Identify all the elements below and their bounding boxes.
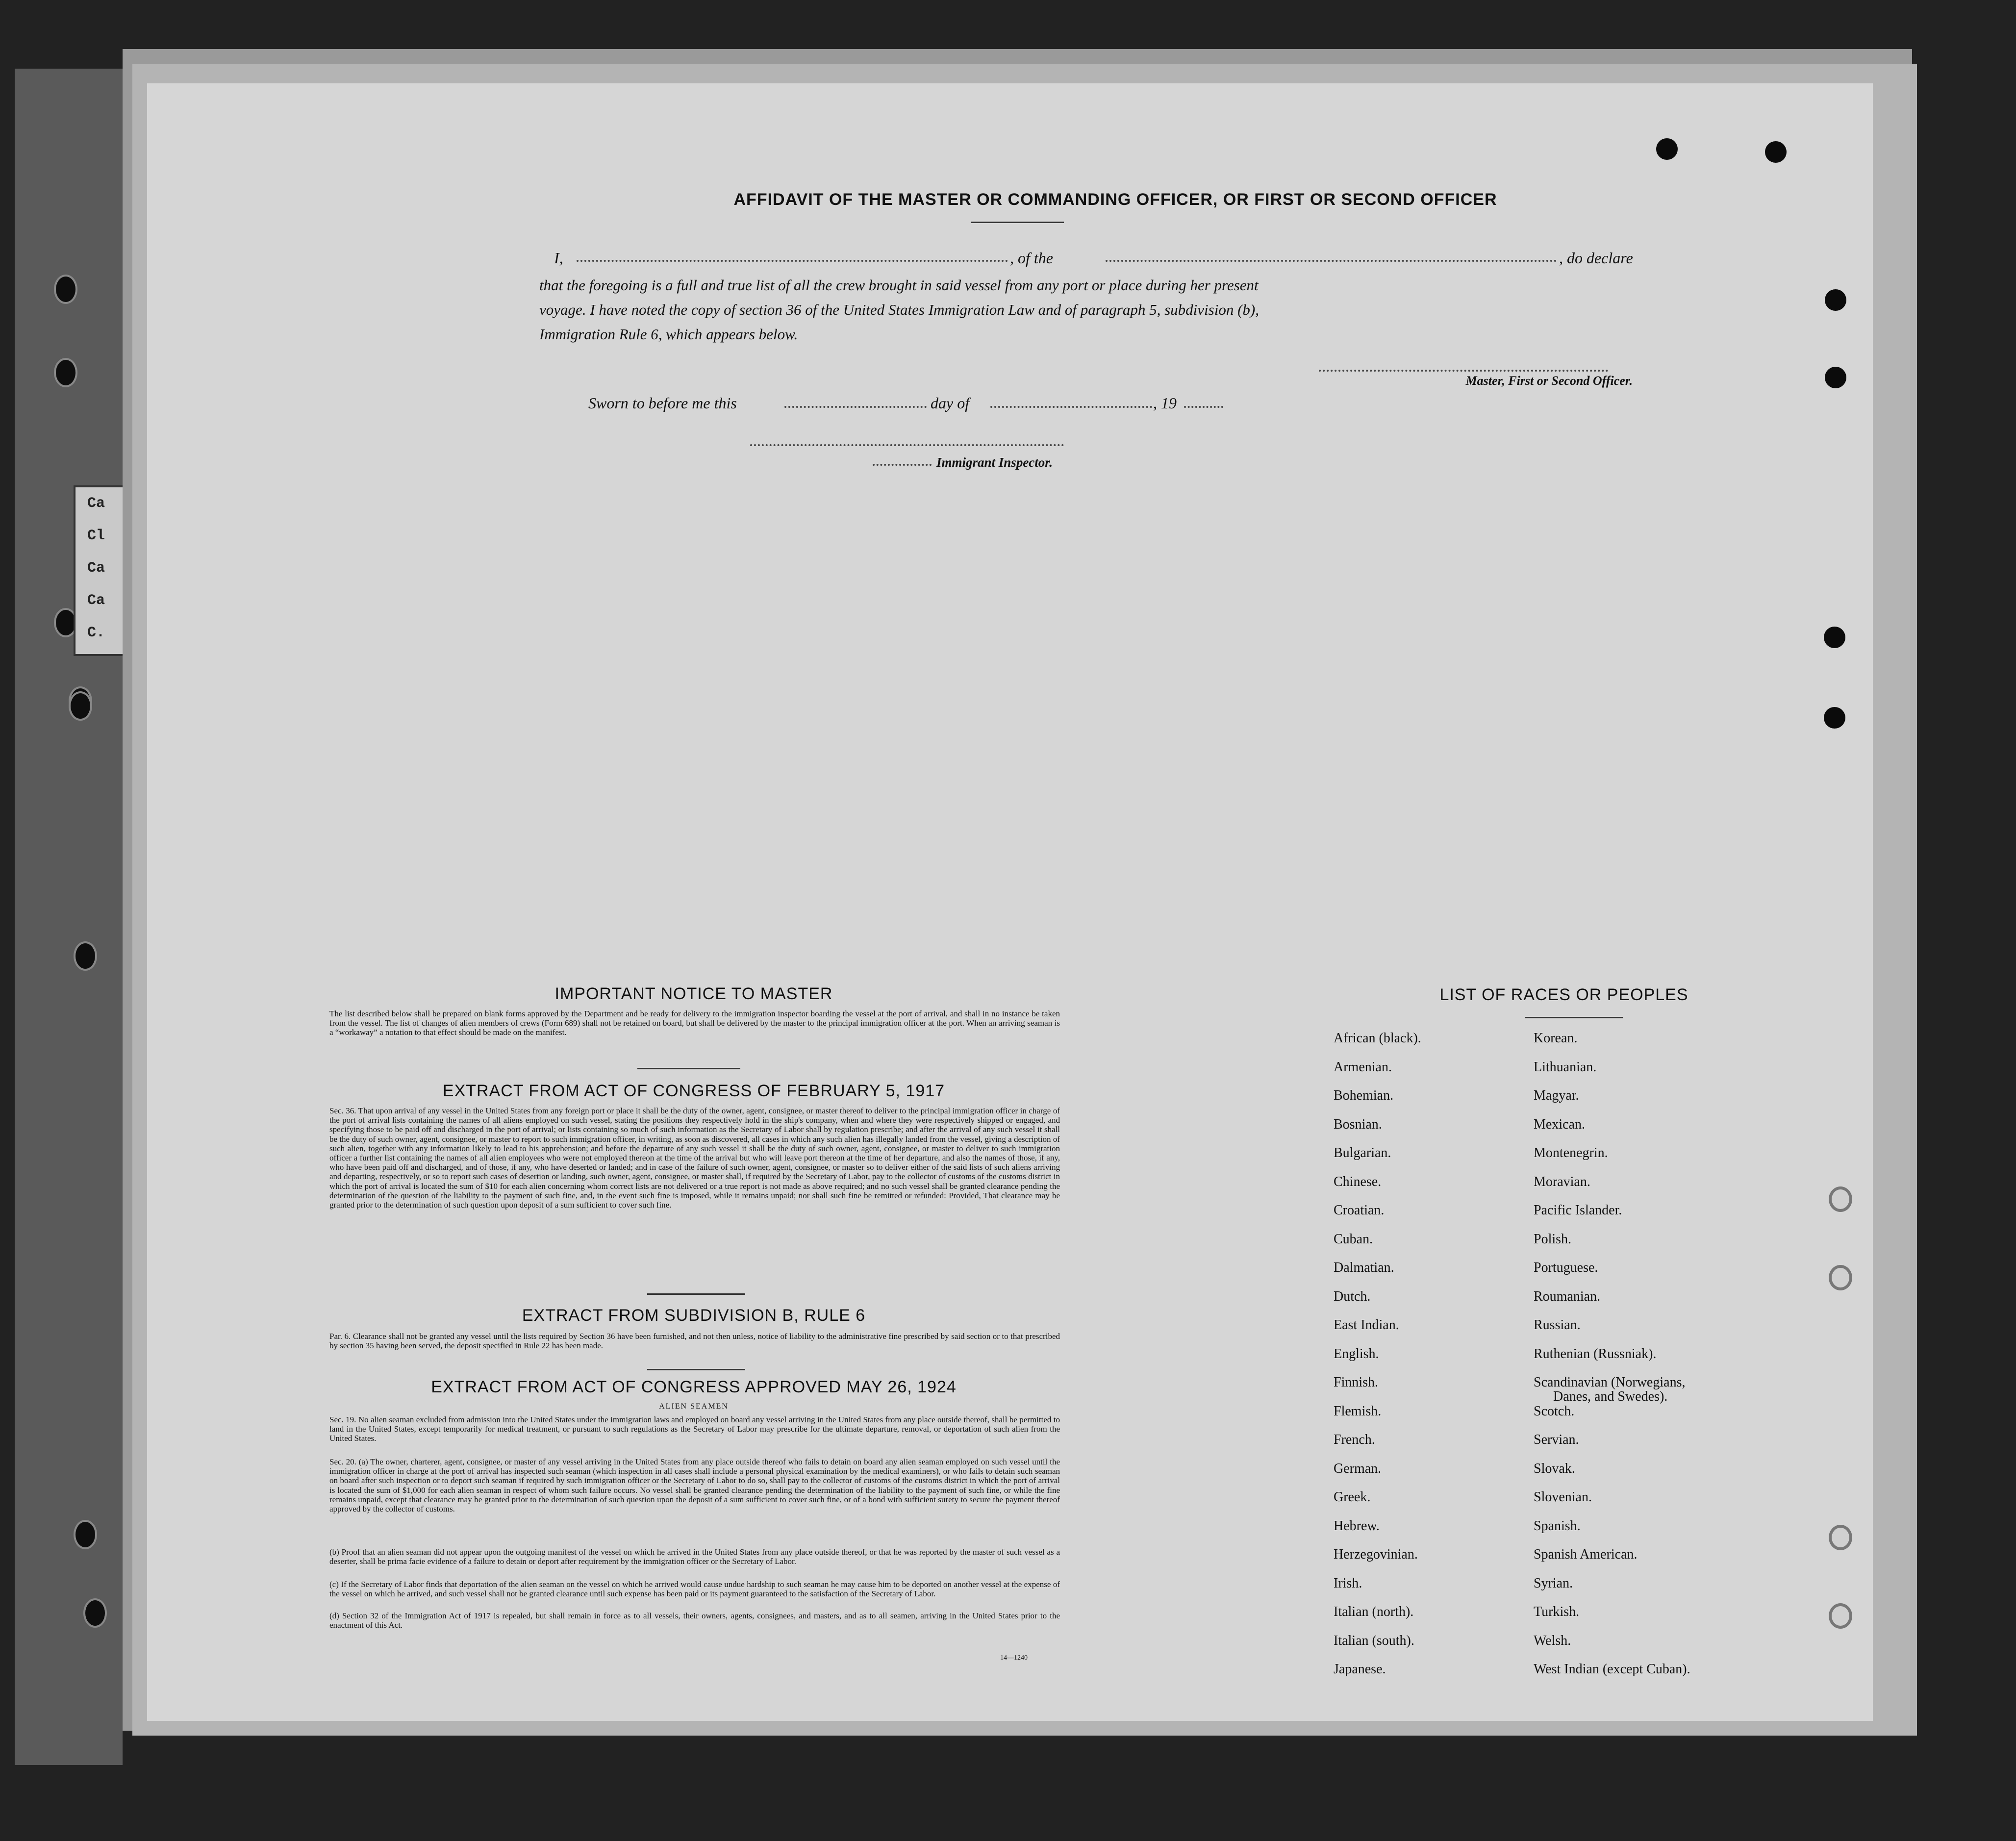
day-of-label: day of — [931, 394, 970, 412]
race-item: Hebrew. — [1334, 1518, 1380, 1534]
race-item: African (black). — [1334, 1031, 1421, 1046]
race-item: East Indian. — [1334, 1317, 1399, 1333]
rule6-title: EXTRACT FROM SUBDIVISION B, RULE 6 — [522, 1306, 866, 1325]
affidavit-line: voyage. I have noted the copy of section 36 of the United States Immigration Law and of paragraph 5, subdivision (b), — [539, 301, 1259, 318]
race-item: Portuguese. — [1534, 1260, 1598, 1275]
notice-title: IMPORTANT NOTICE TO MASTER — [554, 984, 833, 1003]
race-item: Bulgarian. — [1334, 1145, 1391, 1160]
affidavit-title: AFFIDAVIT OF THE MASTER OR COMMANDING OFFICER, OR FIRST OR SECOND OFFICER — [733, 190, 1497, 209]
affidavit-declare: , do declare — [1559, 249, 1633, 267]
affidavit-line: that the foregoing is a full and true list of all the crew brought in said vessel from any port or place during her present — [539, 277, 1259, 294]
race-item: Roumanian. — [1534, 1288, 1601, 1304]
races-column-2 — [1534, 1031, 1779, 1690]
punch-hole — [1825, 289, 1846, 311]
tab-label: Cl — [87, 528, 105, 544]
race-item: Finnish. — [1334, 1375, 1379, 1390]
ring-hole — [1829, 1186, 1852, 1212]
race-item: Slovenian. — [1534, 1489, 1592, 1505]
race-item: Cuban. — [1334, 1231, 1373, 1247]
race-item: Spanish American. — [1534, 1547, 1638, 1562]
affidavit-of-the: , of the — [1010, 249, 1053, 267]
race-item: Montenegrin. — [1534, 1145, 1608, 1160]
document-page — [147, 83, 1873, 1721]
race-item: Croatian. — [1334, 1203, 1385, 1218]
race-item: Moravian. — [1534, 1174, 1590, 1189]
punch-hole — [1656, 138, 1678, 160]
race-item: Italian (north). — [1334, 1604, 1414, 1619]
year-label: , 19 — [1153, 394, 1177, 412]
race-item: Slovak. — [1534, 1461, 1575, 1476]
binder-hole — [69, 691, 92, 721]
race-item: Dalmatian. — [1334, 1260, 1394, 1275]
race-item: West Indian (except Cuban). — [1534, 1662, 1690, 1677]
race-item: Flemish. — [1334, 1403, 1382, 1419]
sec20a-body: Sec. 20. (a) The owner, charterer, agent, consignee, or master of any vessel arriving in the United States from any place outside thereof who fails to detain on board any alien seaman employed on such vessel until the immigration officer in charge at the port of arrival has inspected such seaman (which inspection in all cases shall include a personal physical examination by the medical examiners), or who fails to detain such seaman on board after such inspection or to deport such seaman if required by such immigration officer or the Secretary of Labor to do so, shall pay to the collector of customs of the customs district in which the port of arrival is located the sum of $1,000 for each alien seaman in respect of whom such failure occurs. No vessel shall be granted clearance pending the determination of the liability to the payment of such fine, or while the fine remains unpaid, except that clearance may be granted prior to the determination of such question upon the deposit of a sum sufficient to cover such fine, or of a bond with sufficient surety to secure the payment thereof approved by the collector of customs. — [329, 1457, 1060, 1514]
race-item: Mexican. — [1534, 1116, 1585, 1132]
divider — [971, 222, 1064, 223]
vessel-blank[interactable] — [1106, 260, 1557, 262]
race-item: Danes, and Swedes). — [1553, 1389, 1668, 1404]
races-column-1 — [1334, 1031, 1520, 1690]
race-item: Bohemian. — [1334, 1088, 1394, 1103]
tab-label: Ca — [87, 592, 105, 609]
affidavit-i-label: I, — [554, 249, 563, 267]
race-item: Herzegovinian. — [1334, 1547, 1418, 1562]
divider — [647, 1293, 745, 1295]
sec20d-body: (d) Section 32 of the Immigration Act of 1917 is repealed, but shall remain in force as to all vessels, their owners, agents, consignees, and masters, and as to all seamen, arriving in the United States prior to the enactment of this Act. — [329, 1611, 1060, 1630]
race-item: Korean. — [1534, 1031, 1578, 1046]
binder-strip — [15, 69, 123, 1765]
race-item: Irish. — [1334, 1575, 1362, 1591]
divider — [1525, 1017, 1623, 1018]
rule6-body: Par. 6. Clearance shall not be granted any vessel until the lists required by Section 36 have been furnished, and not then unless, notice of liability to the administrative fine prescribed by said section or to that prescribed by section 35 having been served, the deposit specified in Rule 22 has been made. — [329, 1332, 1060, 1351]
punch-hole — [1824, 707, 1845, 729]
tab-label: C. — [87, 625, 105, 641]
name-blank[interactable] — [577, 260, 1008, 262]
sworn-label: Sworn to before me this — [588, 394, 737, 412]
inspector-signature-line[interactable] — [750, 444, 1064, 446]
race-item: Syrian. — [1534, 1575, 1573, 1591]
race-item: Pacific Islander. — [1534, 1203, 1622, 1218]
affidavit-line: Immigration Rule 6, which appears below. — [539, 326, 798, 343]
punch-hole — [1765, 141, 1787, 163]
race-item: Lithuanian. — [1534, 1059, 1597, 1075]
punch-hole — [1825, 367, 1846, 388]
sworn-day-blank[interactable] — [784, 406, 927, 408]
inspector-label: Immigrant Inspector. — [936, 455, 1053, 470]
divider — [647, 1369, 745, 1370]
race-item: Ruthenian (Russniak). — [1534, 1346, 1657, 1362]
tab-label: Ca — [87, 495, 105, 512]
extract-1924-title: EXTRACT FROM ACT OF CONGRESS APPROVED MAY 26, 1924 — [431, 1378, 957, 1396]
divider — [637, 1068, 740, 1069]
binder-hole — [54, 358, 77, 387]
race-item: Armenian. — [1334, 1059, 1392, 1075]
race-item: French. — [1334, 1432, 1375, 1447]
race-item: Japanese. — [1334, 1662, 1386, 1677]
race-item: Scandinavian (Norwegians, — [1534, 1375, 1686, 1390]
race-item: Scotch. — [1534, 1403, 1575, 1419]
binder-hole — [74, 1520, 97, 1549]
binder-hole — [54, 275, 77, 304]
sec20b-body: (b) Proof that an alien seaman did not appear upon the outgoing manifest of the vessel on which he arrived in the United States from any place outside thereof, or that he was reported by the master of such vessel as a deserter, shall be prima facie evidence of a failure to detain or deport after requirement by the immigration officer or the Secretary of Labor. — [329, 1547, 1060, 1566]
master-signature-line[interactable] — [1319, 370, 1608, 372]
race-item: Servian. — [1534, 1432, 1579, 1447]
race-item: Welsh. — [1534, 1633, 1571, 1648]
ring-hole — [1829, 1603, 1852, 1629]
tab-label: Ca — [87, 560, 105, 577]
race-item: Turkish. — [1534, 1604, 1580, 1619]
race-item: Italian (south). — [1334, 1633, 1414, 1648]
races-title: LIST OF RACES OR PEOPLES — [1439, 985, 1688, 1004]
race-item: German. — [1334, 1461, 1382, 1476]
race-item: English. — [1334, 1346, 1379, 1362]
race-item: Bosnian. — [1334, 1116, 1382, 1132]
extract-1917-body: Sec. 36. That upon arrival of any vessel in the United States from any foreign port or place it shall be the duty of the owner, agent, consignee, or master thereof to deliver to the principal immigration officer in charge of the port of arrival lists containing the names of all aliens employed on such vessel, stating the positions they respectively hold in the ship's company, when and where they were respectively shipped or engaged, and specifying those to be paid off and discharged in the port of arrival; or lists containing so much of such information as the Secretary of Labor shall by regulation prescribe; and after the arrival of any such vessel it shall be the duty of such owner, agent, consignee, or master to report to such immigration officer, in writing, as soon as discovered, all cases in which any such alien has illegally landed from the vessel, giving a description of such alien, together with any information likely to lead to his apprehension; and before the departure of any such vessel it shall be the duty of such owner, agent, consignee, or master to deliver to such immigration officer a further list containing the names of all alien employees who were not employed thereon at the time of the arrival but who will leave port thereon at the time of her departure, and also the names of those, if any, who have been paid off and discharged, and of those, if any, who have deserted or landed; and in case of the failure of such owner, agent, consignee, or master so to deliver either of the said lists of such aliens arriving and departing, respectively, or so to report such cases of desertion or landing, such owner, agent, consignee, or master shall, if required by the Secretary of Labor, pay to the collector of customs of the customs district in which the port of arrival is located the sum of $10 for each alien concerning whom correct lists are not delivered or a true report is not made as above required; and no such vessel shall be granted clearance pending the determination of the question of the liability to the payment of such fine, and, in the event such fine is imposed, while it remains unpaid; nor shall such fine be remitted or refunded: Provided, That clearance may be granted prior to the determination of such question upon deposit of a sum sufficient to cover such fine. — [329, 1106, 1060, 1210]
ring-hole — [1829, 1525, 1852, 1550]
year-blank[interactable] — [1184, 406, 1223, 408]
race-item: Chinese. — [1334, 1174, 1382, 1189]
extract-1917-title: EXTRACT FROM ACT OF CONGRESS OF FEBRUARY 5, 1917 — [442, 1082, 945, 1100]
race-item: Polish. — [1534, 1231, 1572, 1247]
punch-hole — [1824, 627, 1845, 648]
race-item: Spanish. — [1534, 1518, 1581, 1534]
sec20c-body: (c) If the Secretary of Labor finds that deportation of the alien seaman on the vessel on which he arrived would cause undue hardship to such seaman he may cause him to be deported on another vessel at the expense of the vessel on which he arrived, and such vessel shall not be granted clearance until such expense has been paid or its payment guaranteed to the satisfaction of the Secretary of Labor. — [329, 1580, 1060, 1599]
form-number: 14—1240 — [1000, 1654, 1028, 1662]
race-item: Greek. — [1334, 1489, 1371, 1505]
notice-body: The list described below shall be prepared on blank forms approved by the Department and be ready for delivery to the immigration inspector boarding the vessel at the port of arrival, and shall in no instance be taken from the vessel. The list of changes of alien members of crews (Form 689) shall not be retained on board, but shall be delivered by the master to the principal immigration officer at the port. When an arriving seaman is a “workaway” a notation to that effect should be made on the manifest. — [329, 1009, 1060, 1037]
binder-hole — [83, 1598, 107, 1628]
race-item: Russian. — [1534, 1317, 1581, 1333]
sec19-body: Sec. 19. No alien seaman excluded from admission into the United States under the immigration laws and employed on board any vessel arriving in the United States from any place outside thereof, shall be permitted to land in the United States, except temporarily for medical treatment, or pursuant to such regulations as the Secretary of Labor may prescribe for the ultimate departure, removal, or deportation of such alien from the United States. — [329, 1415, 1060, 1443]
month-blank[interactable] — [990, 406, 1152, 408]
race-item: Dutch. — [1334, 1288, 1371, 1304]
ring-hole — [1829, 1265, 1852, 1290]
race-item: Magyar. — [1534, 1088, 1579, 1103]
master-signature-label: Master, First or Second Officer. — [1465, 374, 1633, 388]
binder-hole — [74, 941, 97, 971]
alien-seamen-subtitle: ALIEN SEAMEN — [659, 1402, 729, 1411]
inspector-dots — [873, 464, 932, 466]
